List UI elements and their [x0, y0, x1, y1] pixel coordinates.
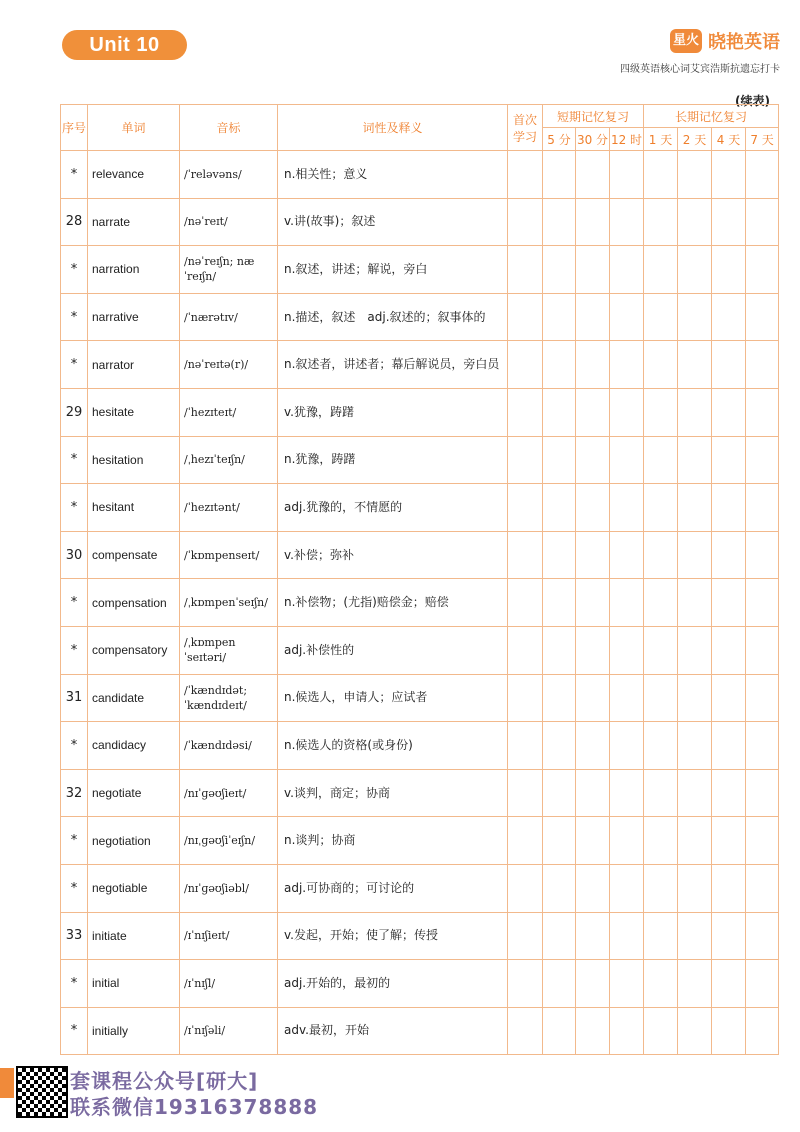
col-header-long-7d: 7 天 — [746, 128, 779, 151]
check-4d-cell[interactable] — [712, 531, 746, 579]
row-index: * — [61, 246, 88, 294]
row-definition: adv.最初，开始 — [278, 1007, 508, 1055]
check-12h-cell[interactable] — [610, 817, 644, 865]
check-12h-cell[interactable] — [610, 769, 644, 817]
footer-line-2: 联系微信19316378888 — [70, 1095, 319, 1119]
check-7d-cell[interactable] — [746, 674, 779, 722]
row-index: * — [61, 579, 88, 627]
check-first-cell[interactable] — [508, 484, 543, 532]
check-2d-cell[interactable] — [678, 912, 712, 960]
table-row — [61, 960, 779, 1008]
row-phonetic: /nəˈreɪt/ — [180, 198, 278, 246]
check-30m-cell[interactable] — [576, 531, 610, 579]
row-phonetic: /nəˈreɪʃn; næˈreɪʃn/ — [180, 246, 278, 294]
col-header-first: 首次学习 — [508, 105, 543, 151]
col-header-long-2d: 2 天 — [678, 128, 712, 151]
check-30m-cell[interactable] — [576, 674, 610, 722]
check-30m-cell[interactable] — [576, 1007, 610, 1055]
table-row — [61, 1007, 779, 1055]
row-definition: v.犹豫，踌躇 — [278, 388, 508, 436]
check-4d-cell[interactable] — [712, 864, 746, 912]
check-first-cell[interactable] — [508, 722, 543, 770]
check-30m-cell[interactable] — [576, 579, 610, 627]
brand-name: 晓艳英语 — [708, 32, 780, 53]
row-phonetic: /nɪˌɡəʊʃiˈeɪʃn/ — [180, 817, 278, 865]
check-first-cell[interactable] — [508, 769, 543, 817]
check-30m-cell[interactable] — [576, 341, 610, 389]
unit-badge: Unit 10 — [62, 30, 187, 60]
check-first-cell[interactable] — [508, 626, 543, 674]
check-5m-cell[interactable] — [543, 484, 576, 532]
check-2d-cell[interactable] — [678, 864, 712, 912]
row-index: 31 — [61, 674, 88, 722]
qr-code-icon — [16, 1066, 68, 1118]
col-header-long-4d: 4 天 — [712, 128, 746, 151]
check-1d-cell[interactable] — [644, 960, 678, 1008]
table-row — [61, 246, 779, 294]
row-definition: adj.开始的，最初的 — [278, 960, 508, 1008]
row-phonetic: /ˈhezɪteɪt/ — [180, 388, 278, 436]
row-word: negotiate — [88, 769, 180, 817]
check-5m-cell[interactable] — [543, 531, 576, 579]
row-word: initial — [88, 960, 180, 1008]
row-word: hesitation — [88, 436, 180, 484]
check-first-cell[interactable] — [508, 1007, 543, 1055]
row-word: relevance — [88, 151, 180, 199]
check-4d-cell[interactable] — [712, 769, 746, 817]
check-30m-cell[interactable] — [576, 293, 610, 341]
row-word: hesitant — [88, 484, 180, 532]
check-7d-cell[interactable] — [746, 246, 779, 294]
row-word: candidacy — [88, 722, 180, 770]
check-30m-cell[interactable] — [576, 864, 610, 912]
check-30m-cell[interactable] — [576, 722, 610, 770]
brand-logo-icon: 星火 — [670, 29, 702, 53]
row-phonetic: /ˈkændɪdət; ˈkændɪdeɪt/ — [180, 674, 278, 722]
row-word: negotiable — [88, 864, 180, 912]
check-first-cell[interactable] — [508, 864, 543, 912]
check-1d-cell[interactable] — [644, 436, 678, 484]
row-definition: adj.犹豫的，不情愿的 — [278, 484, 508, 532]
check-5m-cell[interactable] — [543, 293, 576, 341]
check-first-cell[interactable] — [508, 436, 543, 484]
check-2d-cell[interactable] — [678, 246, 712, 294]
check-7d-cell[interactable] — [746, 864, 779, 912]
row-phonetic: /ˌhezɪˈteɪʃn/ — [180, 436, 278, 484]
check-5m-cell[interactable] — [543, 1007, 576, 1055]
check-1d-cell[interactable] — [644, 817, 678, 865]
check-7d-cell[interactable] — [746, 626, 779, 674]
row-phonetic: /ˈnærətɪv/ — [180, 293, 278, 341]
vocab-table — [60, 104, 779, 1055]
row-definition: v.补偿；弥补 — [278, 531, 508, 579]
check-5m-cell[interactable] — [543, 246, 576, 294]
row-phonetic: /nəˈreɪtə(r)/ — [180, 341, 278, 389]
row-definition: n.相关性；意义 — [278, 151, 508, 199]
check-4d-cell[interactable] — [712, 579, 746, 627]
row-definition: adj.可协商的；可讨论的 — [278, 864, 508, 912]
check-1d-cell[interactable] — [644, 293, 678, 341]
table-row — [61, 579, 779, 627]
row-index: * — [61, 341, 88, 389]
check-1d-cell[interactable] — [644, 579, 678, 627]
check-2d-cell[interactable] — [678, 151, 712, 199]
col-header-long: 长期记忆复习 — [644, 105, 779, 128]
check-2d-cell[interactable] — [678, 960, 712, 1008]
check-12h-cell[interactable] — [610, 151, 644, 199]
row-definition: v.谈判，商定；协商 — [278, 769, 508, 817]
check-4d-cell[interactable] — [712, 626, 746, 674]
check-2d-cell[interactable] — [678, 722, 712, 770]
row-definition: n.谈判；协商 — [278, 817, 508, 865]
row-phonetic: /ˌkɒmpenˈseɪʃn/ — [180, 579, 278, 627]
row-word: narrate — [88, 198, 180, 246]
col-header-short-30m: 30 分 — [576, 128, 610, 151]
table-row — [61, 293, 779, 341]
col-header-word: 单词 — [88, 105, 180, 151]
check-4d-cell[interactable] — [712, 246, 746, 294]
check-7d-cell[interactable] — [746, 722, 779, 770]
check-7d-cell[interactable] — [746, 293, 779, 341]
check-7d-cell[interactable] — [746, 769, 779, 817]
check-12h-cell[interactable] — [610, 198, 644, 246]
check-30m-cell[interactable] — [576, 198, 610, 246]
check-12h-cell[interactable] — [610, 674, 644, 722]
row-phonetic: /ɪˈnɪʃieɪt/ — [180, 912, 278, 960]
row-definition: n.候选人的资格(或身份) — [278, 722, 508, 770]
row-phonetic: /ˈkɒmpenseɪt/ — [180, 531, 278, 579]
row-definition: n.补偿物；(尤指)赔偿金；赔偿 — [278, 579, 508, 627]
table-row — [61, 341, 779, 389]
table-row — [61, 769, 779, 817]
check-5m-cell[interactable] — [543, 436, 576, 484]
col-header-idx: 序号 — [61, 105, 88, 151]
row-word: compensate — [88, 531, 180, 579]
check-30m-cell[interactable] — [576, 388, 610, 436]
table-row — [61, 674, 779, 722]
check-2d-cell[interactable] — [678, 1007, 712, 1055]
check-1d-cell[interactable] — [644, 151, 678, 199]
row-phonetic: /ˈkændɪdəsi/ — [180, 722, 278, 770]
table-row — [61, 388, 779, 436]
check-2d-cell[interactable] — [678, 769, 712, 817]
check-7d-cell[interactable] — [746, 484, 779, 532]
row-index: * — [61, 817, 88, 865]
check-1d-cell[interactable] — [644, 341, 678, 389]
check-12h-cell[interactable] — [610, 626, 644, 674]
check-30m-cell[interactable] — [576, 769, 610, 817]
row-word: narration — [88, 246, 180, 294]
check-2d-cell[interactable] — [678, 341, 712, 389]
check-1d-cell[interactable] — [644, 769, 678, 817]
check-30m-cell[interactable] — [576, 626, 610, 674]
check-2d-cell[interactable] — [678, 626, 712, 674]
row-phonetic: /ɪˈnɪʃl/ — [180, 960, 278, 1008]
check-1d-cell[interactable] — [644, 674, 678, 722]
row-index: 28 — [61, 198, 88, 246]
check-5m-cell[interactable] — [543, 341, 576, 389]
check-5m-cell[interactable] — [543, 864, 576, 912]
check-5m-cell[interactable] — [543, 198, 576, 246]
check-1d-cell[interactable] — [644, 531, 678, 579]
row-definition: n.描述，叙述 adj.叙述的；叙事体的 — [278, 293, 508, 341]
check-12h-cell[interactable] — [610, 293, 644, 341]
check-4d-cell[interactable] — [712, 341, 746, 389]
check-5m-cell[interactable] — [543, 722, 576, 770]
check-4d-cell[interactable] — [712, 817, 746, 865]
check-7d-cell[interactable] — [746, 151, 779, 199]
row-index: 33 — [61, 912, 88, 960]
continued-label: (续表) — [735, 94, 770, 108]
check-1d-cell[interactable] — [644, 722, 678, 770]
check-1d-cell[interactable] — [644, 912, 678, 960]
table-row — [61, 912, 779, 960]
row-phonetic: /nɪˈɡəʊʃiəbl/ — [180, 864, 278, 912]
table-row — [61, 626, 779, 674]
check-12h-cell[interactable] — [610, 388, 644, 436]
check-12h-cell[interactable] — [610, 722, 644, 770]
check-4d-cell[interactable] — [712, 151, 746, 199]
footer-watermark — [70, 1068, 318, 1120]
check-first-cell[interactable] — [508, 817, 543, 865]
col-header-long-1d: 1 天 — [644, 128, 678, 151]
col-header-def: 词性及释义 — [278, 105, 508, 151]
row-word: compensatory — [88, 626, 180, 674]
row-phonetic: /ˈhezɪtənt/ — [180, 484, 278, 532]
check-5m-cell[interactable] — [543, 817, 576, 865]
check-5m-cell[interactable] — [543, 912, 576, 960]
check-5m-cell[interactable] — [543, 960, 576, 1008]
check-first-cell[interactable] — [508, 579, 543, 627]
check-7d-cell[interactable] — [746, 531, 779, 579]
check-first-cell[interactable] — [508, 912, 543, 960]
check-7d-cell[interactable] — [746, 1007, 779, 1055]
check-30m-cell[interactable] — [576, 912, 610, 960]
col-header-short-12h: 12 时 — [610, 128, 644, 151]
row-index: * — [61, 293, 88, 341]
table-row — [61, 198, 779, 246]
check-2d-cell[interactable] — [678, 531, 712, 579]
check-5m-cell[interactable] — [543, 388, 576, 436]
check-first-cell[interactable] — [508, 531, 543, 579]
row-word: negotiation — [88, 817, 180, 865]
col-header-short: 短期记忆复习 — [543, 105, 644, 128]
check-2d-cell[interactable] — [678, 198, 712, 246]
check-4d-cell[interactable] — [712, 960, 746, 1008]
check-2d-cell[interactable] — [678, 293, 712, 341]
check-7d-cell[interactable] — [746, 817, 779, 865]
check-4d-cell[interactable] — [712, 484, 746, 532]
check-7d-cell[interactable] — [746, 960, 779, 1008]
row-definition: v.讲(故事)；叙述 — [278, 198, 508, 246]
check-12h-cell[interactable] — [610, 341, 644, 389]
check-7d-cell[interactable] — [746, 198, 779, 246]
brand-subtitle: 四级英语核心词艾宾浩斯抗遗忘打卡 — [620, 64, 780, 75]
check-7d-cell[interactable] — [746, 579, 779, 627]
row-definition: n.叙述者，讲述者；幕后解说员，旁白员 — [278, 341, 508, 389]
row-index: 32 — [61, 769, 88, 817]
row-word: initially — [88, 1007, 180, 1055]
check-4d-cell[interactable] — [712, 674, 746, 722]
col-header-ipa: 音标 — [180, 105, 278, 151]
check-12h-cell[interactable] — [610, 579, 644, 627]
check-1d-cell[interactable] — [644, 246, 678, 294]
check-first-cell[interactable] — [508, 960, 543, 1008]
check-5m-cell[interactable] — [543, 151, 576, 199]
check-12h-cell[interactable] — [610, 864, 644, 912]
check-4d-cell[interactable] — [712, 293, 746, 341]
check-5m-cell[interactable] — [543, 674, 576, 722]
row-index: * — [61, 722, 88, 770]
check-30m-cell[interactable] — [576, 484, 610, 532]
check-4d-cell[interactable] — [712, 1007, 746, 1055]
check-4d-cell[interactable] — [712, 388, 746, 436]
check-4d-cell[interactable] — [712, 198, 746, 246]
table-row — [61, 722, 779, 770]
row-definition: n.犹豫，踌躇 — [278, 436, 508, 484]
check-12h-cell[interactable] — [610, 436, 644, 484]
table-row — [61, 864, 779, 912]
check-12h-cell[interactable] — [610, 912, 644, 960]
check-first-cell[interactable] — [508, 388, 543, 436]
row-phonetic: /ˌkɒmpenˈseɪtəri/ — [180, 626, 278, 674]
check-2d-cell[interactable] — [678, 579, 712, 627]
check-first-cell[interactable] — [508, 293, 543, 341]
row-word: narrator — [88, 341, 180, 389]
row-phonetic: /ɪˈnɪʃəli/ — [180, 1007, 278, 1055]
check-1d-cell[interactable] — [644, 864, 678, 912]
row-definition: n.候选人，申请人；应试者 — [278, 674, 508, 722]
check-first-cell[interactable] — [508, 341, 543, 389]
check-first-cell[interactable] — [508, 198, 543, 246]
check-4d-cell[interactable] — [712, 436, 746, 484]
check-12h-cell[interactable] — [610, 484, 644, 532]
table-row — [61, 531, 779, 579]
check-30m-cell[interactable] — [576, 151, 610, 199]
table-row — [61, 436, 779, 484]
check-30m-cell[interactable] — [576, 436, 610, 484]
row-index: 29 — [61, 388, 88, 436]
check-first-cell[interactable] — [508, 674, 543, 722]
row-index: * — [61, 151, 88, 199]
row-definition: n.叙述，讲述；解说，旁白 — [278, 246, 508, 294]
check-2d-cell[interactable] — [678, 436, 712, 484]
row-index: * — [61, 626, 88, 674]
row-index: * — [61, 484, 88, 532]
check-first-cell[interactable] — [508, 151, 543, 199]
row-word: narrative — [88, 293, 180, 341]
check-12h-cell[interactable] — [610, 960, 644, 1008]
check-30m-cell[interactable] — [576, 817, 610, 865]
footer-accent — [0, 1068, 14, 1098]
check-12h-cell[interactable] — [610, 246, 644, 294]
check-5m-cell[interactable] — [543, 769, 576, 817]
check-first-cell[interactable] — [508, 246, 543, 294]
check-2d-cell[interactable] — [678, 674, 712, 722]
table-row — [61, 817, 779, 865]
row-phonetic: /nɪˈɡəʊʃieɪt/ — [180, 769, 278, 817]
col-header-short-5m: 5 分 — [543, 128, 576, 151]
check-30m-cell[interactable] — [576, 960, 610, 1008]
check-30m-cell[interactable] — [576, 246, 610, 294]
check-2d-cell[interactable] — [678, 484, 712, 532]
check-2d-cell[interactable] — [678, 388, 712, 436]
check-12h-cell[interactable] — [610, 1007, 644, 1055]
check-4d-cell[interactable] — [712, 912, 746, 960]
row-word: compensation — [88, 579, 180, 627]
check-12h-cell[interactable] — [610, 531, 644, 579]
row-index: * — [61, 436, 88, 484]
check-4d-cell[interactable] — [712, 722, 746, 770]
check-7d-cell[interactable] — [746, 341, 779, 389]
row-index: 30 — [61, 531, 88, 579]
check-7d-cell[interactable] — [746, 388, 779, 436]
row-word: hesitate — [88, 388, 180, 436]
footer-line-1: 套课程公众号[研大] — [70, 1069, 259, 1093]
check-2d-cell[interactable] — [678, 817, 712, 865]
row-index: * — [61, 1007, 88, 1055]
check-1d-cell[interactable] — [644, 388, 678, 436]
row-definition: adj.补偿性的 — [278, 626, 508, 674]
table-row — [61, 484, 779, 532]
row-phonetic: /ˈreləvəns/ — [180, 151, 278, 199]
brand — [620, 28, 780, 75]
check-1d-cell[interactable] — [644, 484, 678, 532]
row-index: * — [61, 864, 88, 912]
table-row — [61, 151, 779, 199]
check-7d-cell[interactable] — [746, 436, 779, 484]
check-1d-cell[interactable] — [644, 198, 678, 246]
check-5m-cell[interactable] — [543, 626, 576, 674]
check-1d-cell[interactable] — [644, 626, 678, 674]
check-7d-cell[interactable] — [746, 912, 779, 960]
row-definition: v.发起，开始；使了解；传授 — [278, 912, 508, 960]
row-word: candidate — [88, 674, 180, 722]
check-1d-cell[interactable] — [644, 1007, 678, 1055]
row-word: initiate — [88, 912, 180, 960]
row-index: * — [61, 960, 88, 1008]
check-5m-cell[interactable] — [543, 579, 576, 627]
